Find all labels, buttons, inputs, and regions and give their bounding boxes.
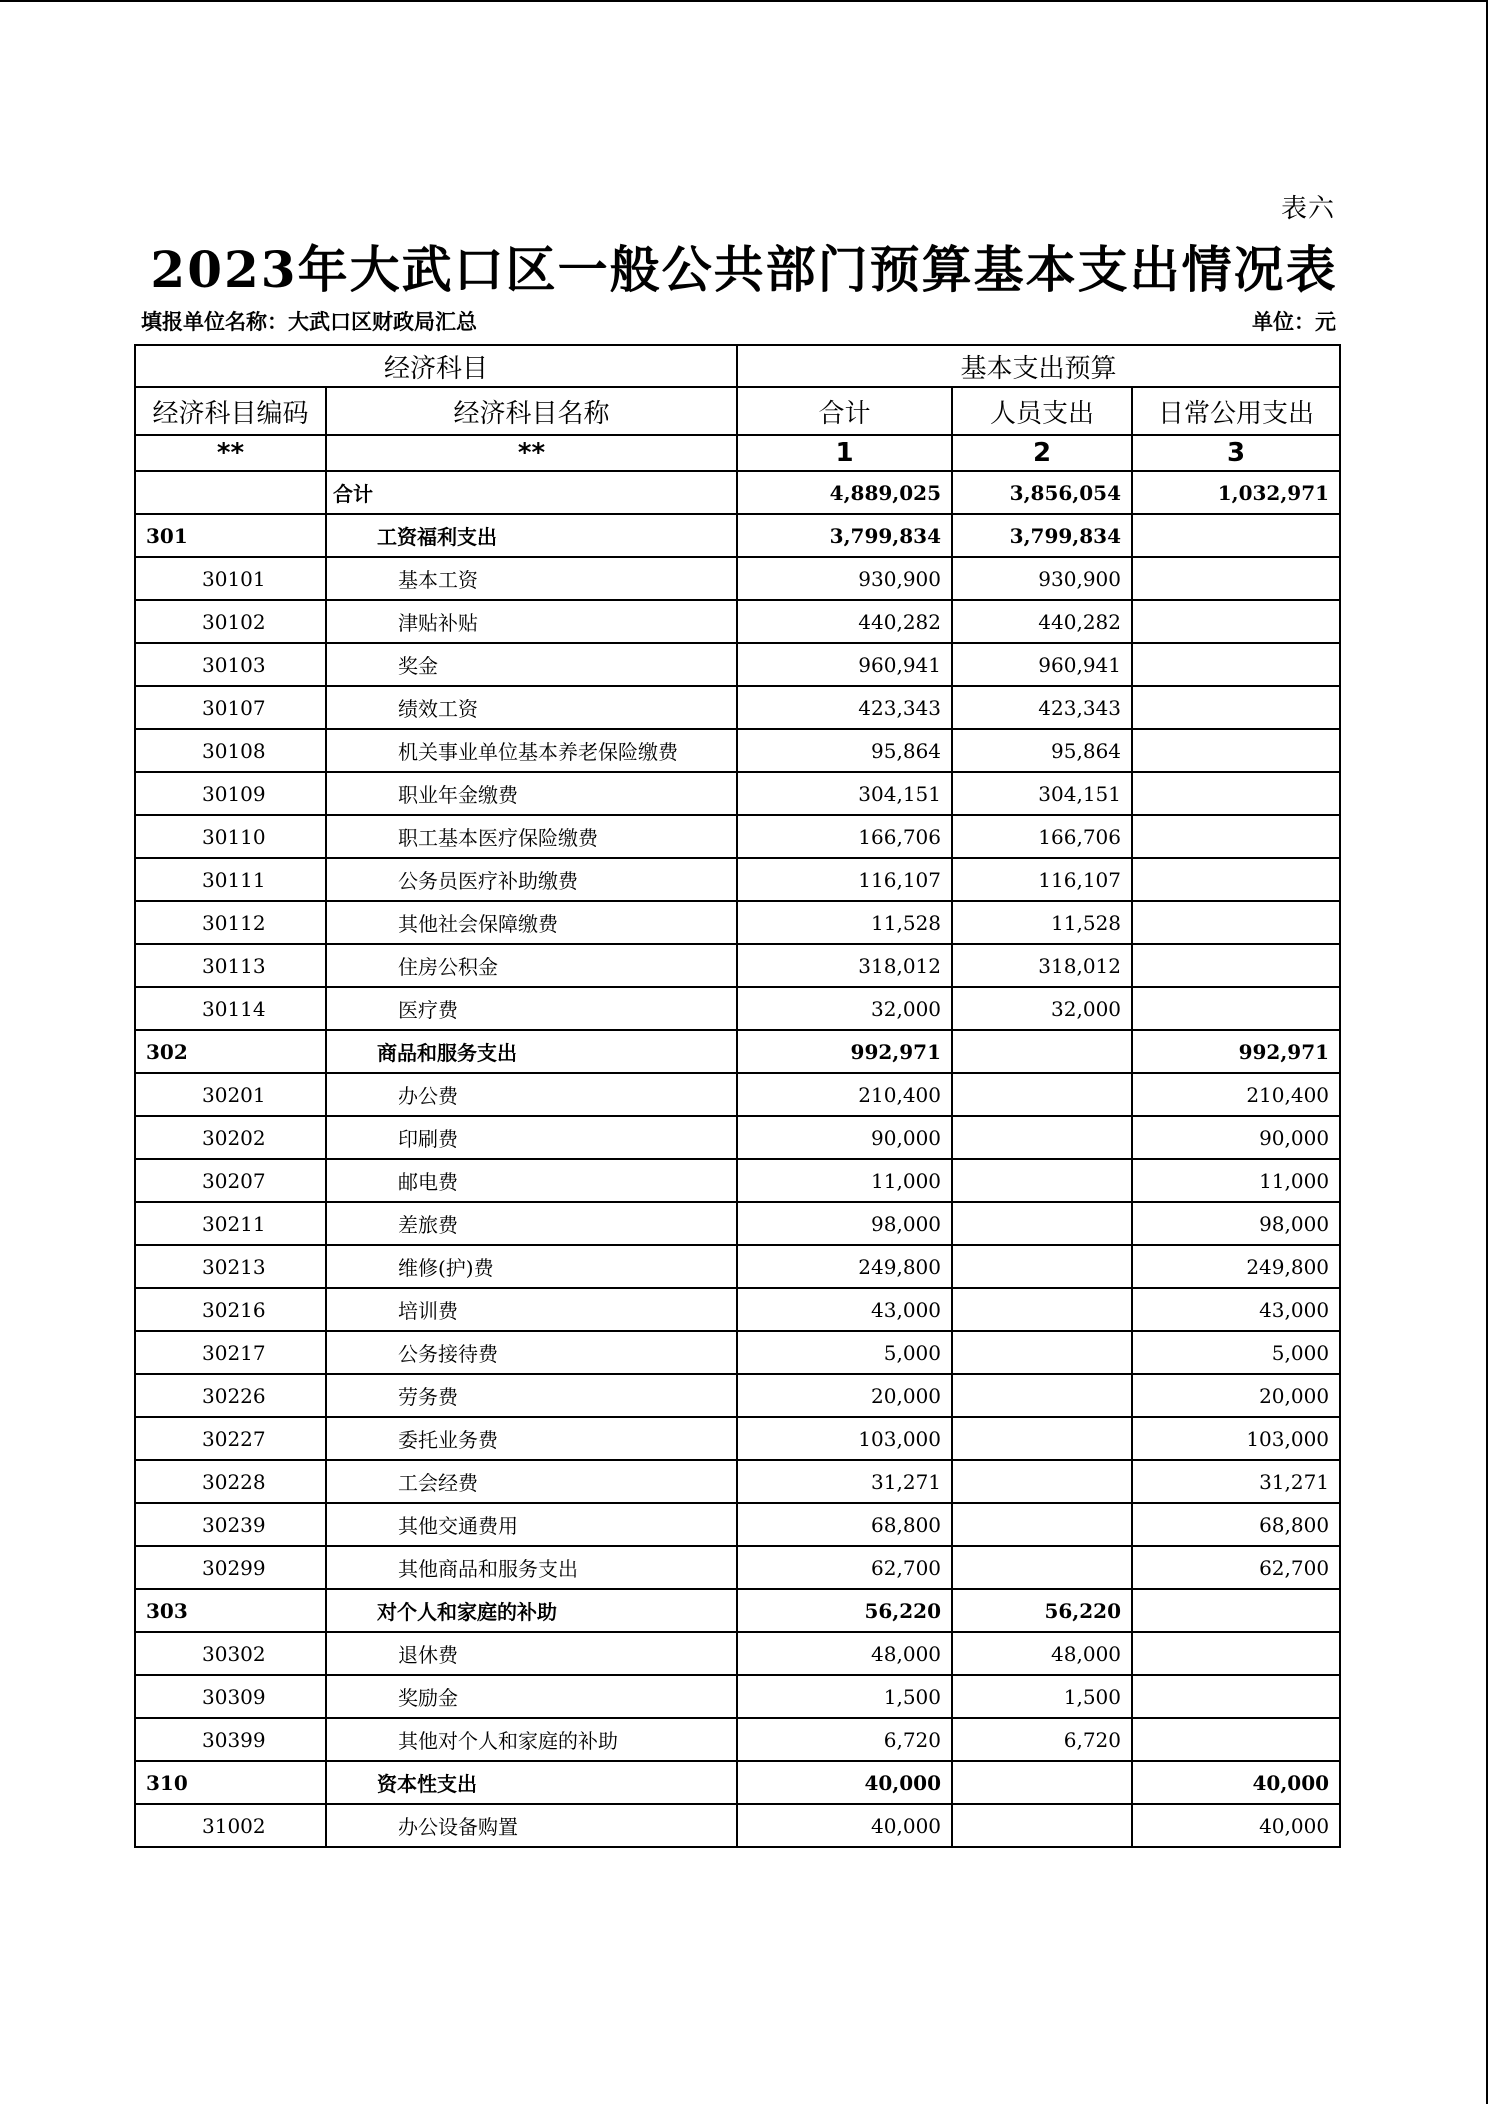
subject-name-cell: 公务接待费 [326,1331,737,1374]
public-cell [1132,944,1340,987]
subject-code-cell: 301 [135,514,326,557]
total-cell: 304,151 [737,772,952,815]
public-cell [1132,514,1340,557]
table-row [135,514,1340,557]
public-cell [1132,1675,1340,1718]
public-cell: 31,271 [1132,1460,1340,1503]
total-cell: 3,799,834 [737,514,952,557]
subject-code-cell: 30112 [135,901,326,944]
personnel-cell: 32,000 [952,987,1132,1030]
subject-code-cell: 31002 [135,1804,326,1847]
subject-name-cell: 工资福利支出 [326,514,737,557]
subject-name-cell: 其他社会保障缴费 [326,901,737,944]
personnel-cell [952,1761,1132,1804]
header-total: 合计 [737,387,952,435]
subject-code-cell: 30211 [135,1202,326,1245]
subject-code-cell: 30213 [135,1245,326,1288]
table-row [135,1159,1340,1202]
currency-unit: 单位：元 [1252,309,1336,334]
subject-name-cell: 职工基本医疗保险缴费 [326,815,737,858]
marker-name: ** [326,435,737,471]
personnel-cell [952,1804,1132,1847]
table-row [135,1503,1340,1546]
subject-name-cell: 奖励金 [326,1675,737,1718]
personnel-cell [952,1159,1132,1202]
subject-name-cell: 维修(护)费 [326,1245,737,1288]
total-cell: 318,012 [737,944,952,987]
subject-code-cell: 30227 [135,1417,326,1460]
public-cell: 98,000 [1132,1202,1340,1245]
public-cell: 103,000 [1132,1417,1340,1460]
table-row [135,1288,1340,1331]
table-row [135,1030,1340,1073]
subject-name-cell: 资本性支出 [326,1761,737,1804]
public-cell [1132,729,1340,772]
table-body [135,471,1340,1847]
table-row [135,815,1340,858]
total-cell: 992,971 [737,1030,952,1073]
table-row [135,1632,1340,1675]
subject-code-cell: 30110 [135,815,326,858]
total-cell: 43,000 [737,1288,952,1331]
subject-code-cell [135,471,326,514]
personnel-cell [952,1331,1132,1374]
total-cell: 20,000 [737,1374,952,1417]
budget-table [134,344,1341,1848]
personnel-cell: 56,220 [952,1589,1132,1632]
subject-name-cell: 工会经费 [326,1460,737,1503]
subject-name-cell: 对个人和家庭的补助 [326,1589,737,1632]
subject-name-cell: 公务员医疗补助缴费 [326,858,737,901]
subject-code-cell: 30226 [135,1374,326,1417]
subject-name-cell: 委托业务费 [326,1417,737,1460]
public-cell: 68,800 [1132,1503,1340,1546]
subject-name-cell: 医疗费 [326,987,737,1030]
reporting-unit: 填报单位名称：大武口区财政局汇总 [141,309,477,334]
public-cell [1132,1632,1340,1675]
subject-code-cell: 30207 [135,1159,326,1202]
personnel-cell: 48,000 [952,1632,1132,1675]
total-cell: 103,000 [737,1417,952,1460]
subject-code-cell: 30111 [135,858,326,901]
subject-code-cell: 310 [135,1761,326,1804]
personnel-cell [952,1288,1132,1331]
personnel-cell: 6,720 [952,1718,1132,1761]
total-cell: 1,500 [737,1675,952,1718]
total-cell: 90,000 [737,1116,952,1159]
public-cell: 40,000 [1132,1804,1340,1847]
subject-name-cell: 劳务费 [326,1374,737,1417]
subject-name-cell: 住房公积金 [326,944,737,987]
public-cell: 5,000 [1132,1331,1340,1374]
total-cell: 11,000 [737,1159,952,1202]
public-cell [1132,1718,1340,1761]
table-row [135,1116,1340,1159]
subject-code-cell: 30107 [135,686,326,729]
subject-name-cell: 其他商品和服务支出 [326,1546,737,1589]
total-cell: 40,000 [737,1804,952,1847]
personnel-cell [952,1245,1132,1288]
public-cell [1132,987,1340,1030]
subject-name-cell: 退休费 [326,1632,737,1675]
public-cell [1132,901,1340,944]
public-cell: 62,700 [1132,1546,1340,1589]
personnel-cell [952,1073,1132,1116]
public-cell [1132,600,1340,643]
subject-code-cell: 30201 [135,1073,326,1116]
personnel-cell [952,1417,1132,1460]
subject-name-cell: 邮电费 [326,1159,737,1202]
personnel-cell: 1,500 [952,1675,1132,1718]
personnel-cell: 95,864 [952,729,1132,772]
subject-name-cell: 基本工资 [326,557,737,600]
table-row [135,729,1340,772]
total-cell: 56,220 [737,1589,952,1632]
subject-name-cell: 机关事业单位基本养老保险缴费 [326,729,737,772]
total-cell: 960,941 [737,643,952,686]
subject-name-cell: 办公设备购置 [326,1804,737,1847]
table-row [135,1675,1340,1718]
table-row [135,858,1340,901]
public-cell [1132,557,1340,600]
subject-name-cell: 其他交通费用 [326,1503,737,1546]
total-cell: 98,000 [737,1202,952,1245]
public-cell [1132,686,1340,729]
public-cell [1132,772,1340,815]
public-cell [1132,1589,1340,1632]
table-row [135,600,1340,643]
table-row [135,1331,1340,1374]
subject-code-cell: 30108 [135,729,326,772]
total-cell: 5,000 [737,1331,952,1374]
public-cell: 20,000 [1132,1374,1340,1417]
public-cell: 992,971 [1132,1030,1340,1073]
subject-code-cell: 30228 [135,1460,326,1503]
subject-code-cell: 30202 [135,1116,326,1159]
total-cell: 440,282 [737,600,952,643]
personnel-cell: 166,706 [952,815,1132,858]
public-cell: 1,032,971 [1132,471,1340,514]
total-cell: 249,800 [737,1245,952,1288]
table-row [135,987,1340,1030]
table-row [135,1761,1340,1804]
total-cell: 423,343 [737,686,952,729]
personnel-cell: 3,799,834 [952,514,1132,557]
subject-code-cell: 30309 [135,1675,326,1718]
total-cell: 6,720 [737,1718,952,1761]
total-cell: 62,700 [737,1546,952,1589]
public-cell [1132,643,1340,686]
header-basic-budget: 基本支出预算 [737,345,1340,387]
total-cell: 48,000 [737,1632,952,1675]
table-row [135,1460,1340,1503]
total-cell: 95,864 [737,729,952,772]
total-cell: 4,889,025 [737,471,952,514]
table-row [135,1804,1340,1847]
table-row [135,1073,1340,1116]
header-subject-code: 经济科目编码 [135,387,326,435]
header-economic-subject: 经济科目 [135,345,737,387]
total-cell: 11,528 [737,901,952,944]
table-row [135,643,1340,686]
subject-code-cell: 30216 [135,1288,326,1331]
personnel-cell [952,1030,1132,1073]
personnel-cell: 440,282 [952,600,1132,643]
public-cell: 40,000 [1132,1761,1340,1804]
subject-name-cell: 职业年金缴费 [326,772,737,815]
table-row [135,1374,1340,1417]
subject-code-cell: 30399 [135,1718,326,1761]
personnel-cell [952,1460,1132,1503]
table-row [135,686,1340,729]
subject-code-cell: 30102 [135,600,326,643]
table-row [135,1417,1340,1460]
subject-name-cell: 办公费 [326,1073,737,1116]
personnel-cell: 930,900 [952,557,1132,600]
subject-name-cell: 津贴补贴 [326,600,737,643]
public-cell: 90,000 [1132,1116,1340,1159]
personnel-cell: 116,107 [952,858,1132,901]
table-row [135,901,1340,944]
table-row [135,557,1340,600]
table-row [135,1589,1340,1632]
table-row [135,772,1340,815]
total-cell: 116,107 [737,858,952,901]
header-public: 日常公用支出 [1132,387,1340,435]
header-personnel: 人员支出 [952,387,1132,435]
public-cell: 43,000 [1132,1288,1340,1331]
subject-name-cell: 其他对个人和家庭的补助 [326,1718,737,1761]
subject-code-cell: 30239 [135,1503,326,1546]
personnel-cell: 960,941 [952,643,1132,686]
personnel-cell: 304,151 [952,772,1132,815]
subject-name-cell: 奖金 [326,643,737,686]
subject-code-cell: 30114 [135,987,326,1030]
total-cell: 40,000 [737,1761,952,1804]
public-cell: 249,800 [1132,1245,1340,1288]
public-cell: 11,000 [1132,1159,1340,1202]
total-cell: 32,000 [737,987,952,1030]
public-cell: 210,400 [1132,1073,1340,1116]
subject-name-cell: 合计 [326,471,737,514]
total-cell: 31,271 [737,1460,952,1503]
total-cell: 930,900 [737,557,952,600]
table-row [135,1546,1340,1589]
index-public: 3 [1132,435,1340,471]
subject-name-cell: 商品和服务支出 [326,1030,737,1073]
personnel-cell [952,1374,1132,1417]
public-cell [1132,858,1340,901]
personnel-cell [952,1202,1132,1245]
index-personnel: 2 [952,435,1132,471]
table-row [135,944,1340,987]
subject-code-cell: 303 [135,1589,326,1632]
subject-code-cell: 30103 [135,643,326,686]
page-title: 2023年大武口区一般公共部门预算基本支出情况表 [150,240,1338,299]
table-row [135,1245,1340,1288]
table-row [135,1718,1340,1761]
total-cell: 166,706 [737,815,952,858]
total-cell: 68,800 [737,1503,952,1546]
subject-name-cell: 培训费 [326,1288,737,1331]
subject-code-cell: 302 [135,1030,326,1073]
personnel-cell: 11,528 [952,901,1132,944]
subject-code-cell: 30302 [135,1632,326,1675]
public-cell [1132,815,1340,858]
index-total: 1 [737,435,952,471]
subject-code-cell: 30217 [135,1331,326,1374]
table-row [135,471,1340,514]
subject-code-cell: 30299 [135,1546,326,1589]
subject-name-cell: 绩效工资 [326,686,737,729]
subject-code-cell: 30113 [135,944,326,987]
subject-code-cell: 30109 [135,772,326,815]
table-row [135,1202,1340,1245]
personnel-cell [952,1116,1132,1159]
personnel-cell: 318,012 [952,944,1132,987]
total-cell: 210,400 [737,1073,952,1116]
personnel-cell [952,1546,1132,1589]
personnel-cell [952,1503,1132,1546]
subject-name-cell: 差旅费 [326,1202,737,1245]
personnel-cell: 3,856,054 [952,471,1132,514]
personnel-cell: 423,343 [952,686,1132,729]
table-number: 表六 [1280,194,1335,224]
marker-code: ** [135,435,326,471]
subject-name-cell: 印刷费 [326,1116,737,1159]
subject-code-cell: 30101 [135,557,326,600]
header-subject-name: 经济科目名称 [326,387,737,435]
